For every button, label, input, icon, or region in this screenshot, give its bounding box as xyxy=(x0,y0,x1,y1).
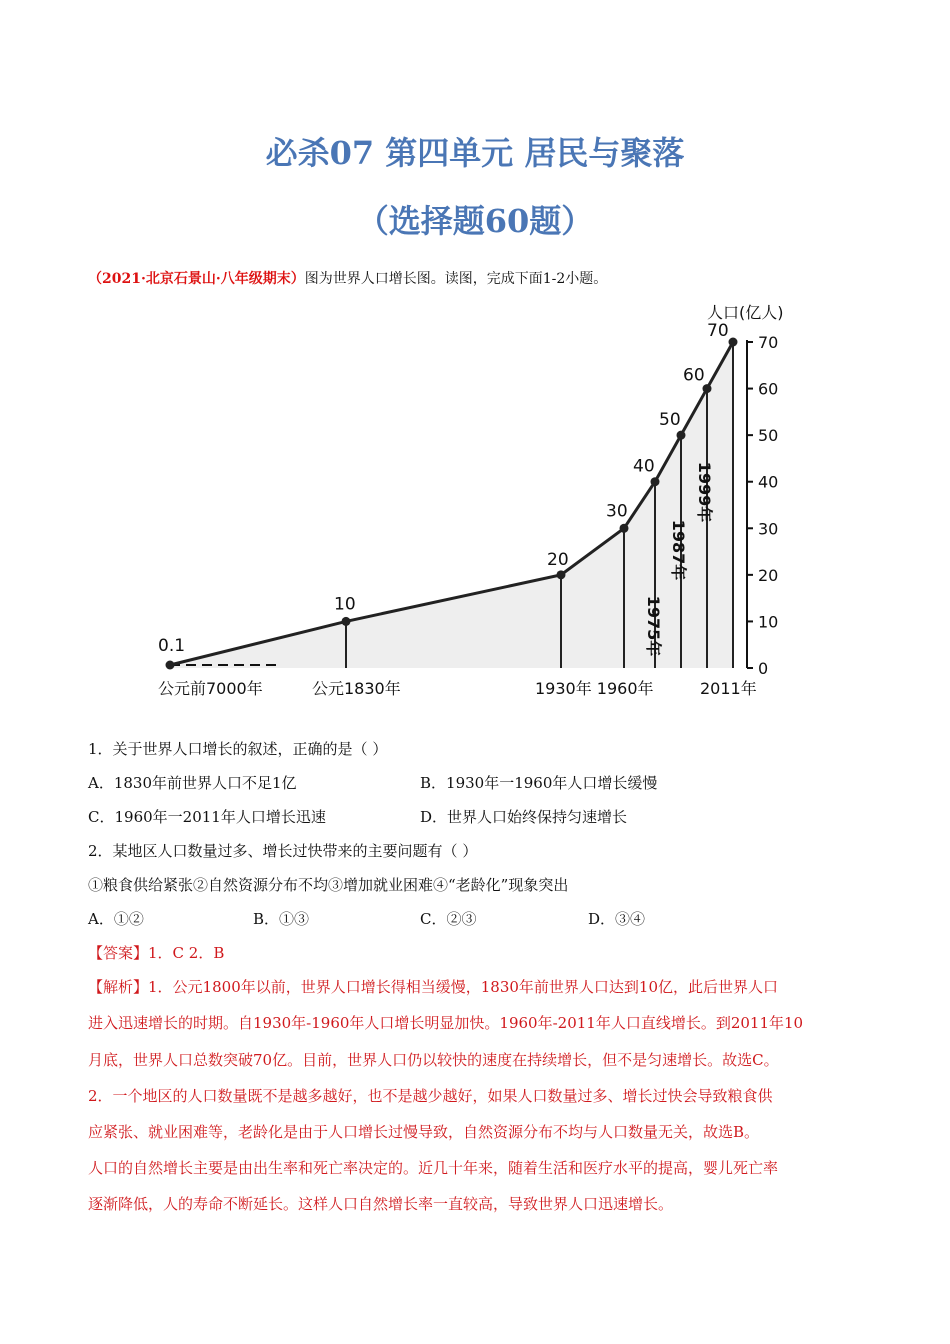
answer-line xyxy=(88,942,224,963)
q2-option-d: D．③④ xyxy=(588,910,646,928)
point-label: 0.1 xyxy=(158,636,186,656)
year-annotation: 1987年 xyxy=(669,519,688,581)
intro-text: 图为世界人口增长图。读图，完成下面1-2小题。 xyxy=(304,271,608,287)
q2-stem: 2．某地区人口数量过多、增长过快带来的主要问题有（ ） xyxy=(88,842,478,860)
analysis-line-2: 进入迅速增长的时期。自1930年-1960年人口增长明显加快。1960年-2011年人口直线增长。到2011年10 xyxy=(88,1014,804,1032)
year-annotation: 1975年 xyxy=(644,595,663,657)
y-tick-label: 30 xyxy=(758,519,779,539)
x-label: 1930年 1960年 xyxy=(535,679,654,698)
x-labels xyxy=(158,679,757,698)
point-label: 60 xyxy=(683,365,705,386)
analysis-text-1: 1．公元1800年以前，世界人口增长得相当缓慢，1830年前世界人口达到10亿，此后世界人口 xyxy=(148,978,778,996)
y-tick-label: 60 xyxy=(758,379,779,399)
analysis-line-6: 人口的自然增长主要是由出生率和死亡率决定的。近几十年来，随着生活和医疗水平的提高，婴儿死亡率 xyxy=(88,1159,779,1177)
y-tick-label: 10 xyxy=(758,612,779,632)
point-label: 40 xyxy=(633,456,655,477)
x-label: 公元前7000年 xyxy=(158,679,263,698)
question-intro xyxy=(88,268,607,288)
point-label: 20 xyxy=(547,549,569,570)
q1-option-a: A．1830年前世界人口不足1亿 xyxy=(88,774,297,792)
q1-option-c: C．1960年一2011年人口增长迅速 xyxy=(88,808,326,826)
year-annotation: 1999年 xyxy=(695,461,714,523)
q2-option-a: A．①② xyxy=(88,910,144,928)
analysis-line-5: 应紧张、就业困难等，老龄化是由于人口增长过慢导致，自然资源分布不均与人口数量无关，故选B。 xyxy=(88,1123,760,1141)
q1-option-d: D．世界人口始终保持匀速增长 xyxy=(420,808,628,826)
x-label: 公元1830年 xyxy=(312,679,401,698)
answer-tag: 【答案】 xyxy=(88,944,149,962)
data-point xyxy=(557,570,566,579)
analysis-line-1 xyxy=(88,976,778,997)
analysis-line-4: 2．一个地区的人口数量既不是越多越好，也不是越少越好，如果人口数量过多、增长过快会导致粮食供 xyxy=(88,1087,773,1105)
population-chart xyxy=(150,296,790,706)
y-tick-label: 70 xyxy=(758,333,779,352)
question-source: （2021·北京石景山·八年级期末） xyxy=(88,271,305,287)
y-ticks xyxy=(747,333,778,678)
data-point xyxy=(729,338,738,347)
q1-option-b: B．1930年一1960年人口增长缓慢 xyxy=(420,774,658,792)
y-tick-label: 0 xyxy=(758,659,769,678)
q2-option-c: C．②③ xyxy=(420,910,477,928)
point-label: 30 xyxy=(606,501,628,522)
analysis-tag: 【解析】 xyxy=(88,978,149,996)
q2-items: ①粮食供给紧张②自然资源分布不均③增加就业困难④“老龄化”现象突出 xyxy=(88,876,569,894)
analysis-line-7: 逐渐降低，人的寿命不断延长。这样人口自然增长率一直较高，导致世界人口迅速增长。 xyxy=(88,1195,674,1213)
y-axis-label: 人口(亿人) xyxy=(707,303,784,322)
y-tick-label: 20 xyxy=(758,565,779,585)
point-label: 70 xyxy=(707,321,729,341)
y-tick-label: 50 xyxy=(758,426,779,446)
data-point xyxy=(651,477,660,486)
point-label: 10 xyxy=(334,594,356,615)
x-label: 2011年 xyxy=(700,679,757,698)
analysis-line-3: 月底，世界人口总数突破70亿。目前，世界人口仍以较快的速度在持续增长，但不是匀速增长。故选C。 xyxy=(88,1051,779,1069)
data-point xyxy=(342,617,351,626)
data-point xyxy=(166,661,175,670)
page-subtitle: （选择题60题） xyxy=(356,202,594,240)
q2-option-b: B．①③ xyxy=(253,910,310,928)
point-label: 50 xyxy=(659,410,681,431)
page-title: 必杀07 第四单元 居民与聚落 xyxy=(265,134,685,172)
data-point xyxy=(677,431,686,440)
y-tick-label: 40 xyxy=(758,472,779,492)
answer-text: 1．C 2．B xyxy=(148,944,225,962)
data-point xyxy=(620,524,629,533)
q1-stem: 1．关于世界人口增长的叙述，正确的是（ ） xyxy=(88,740,388,758)
